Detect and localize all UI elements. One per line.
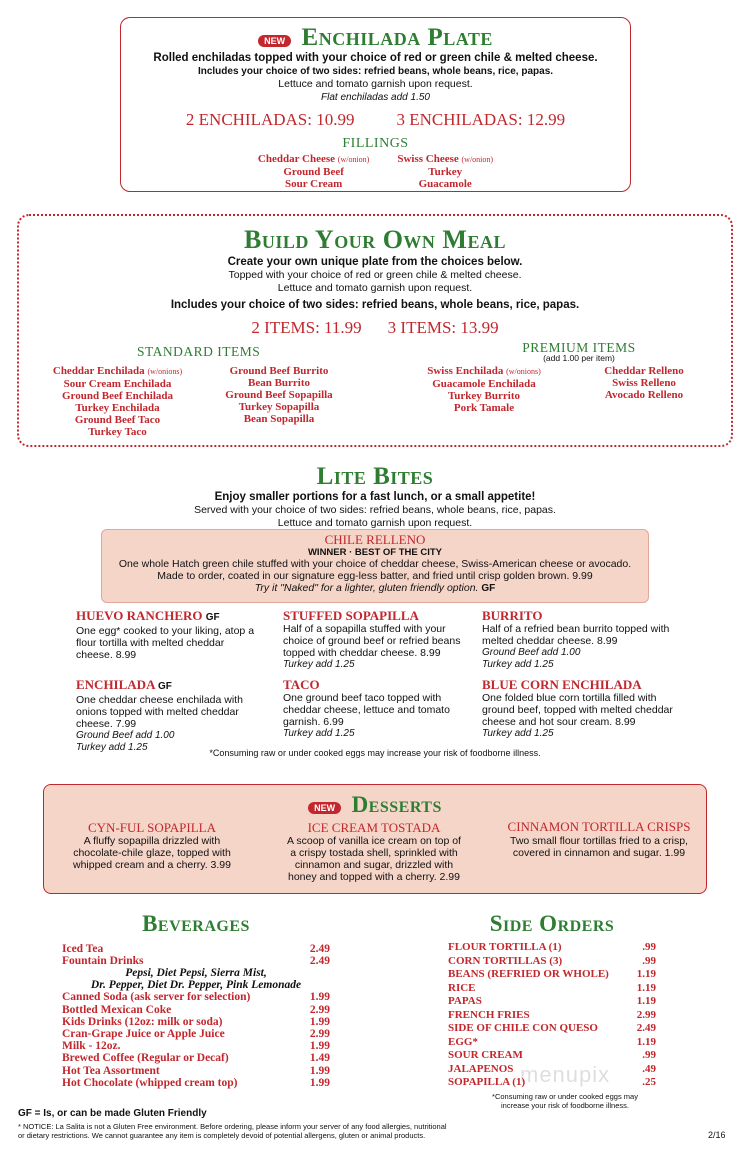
section-title: Desserts [351, 792, 442, 817]
price: 3 ENCHILADAS: 12.99 [396, 110, 566, 129]
item-description: Half of a sopapilla stuffed with your choice of ground beef or refried beans topped with cheddar cheese. 8.99 [283, 623, 461, 659]
price: 2 ENCHILADAS: 10.99 [185, 110, 355, 129]
item-title: ICE CREAM TOSTADA [307, 820, 441, 835]
list-item: BEANS (REFRIED OR WHOLE) 1.19 [448, 968, 656, 980]
section-title: Enchilada Plate [301, 24, 493, 51]
list-item: Hot Tea Assortment 1.99 [62, 1064, 330, 1077]
item-description: One cheddar cheese enchilada with onions topped with melted cheddar cheese. 7.99 [76, 694, 243, 730]
section-title: Beverages [142, 911, 250, 936]
lite-item [283, 609, 473, 671]
description: Rolled enchiladas topped with your choice of red or green chile & melted cheese. [153, 52, 598, 64]
menu-item: Ground Beef Burrito [229, 365, 329, 377]
filling-item: Guacamole [418, 178, 472, 190]
item-title: ENCHILADA GF [76, 677, 172, 692]
dessert-item [504, 821, 694, 859]
list-item: Brewed Coffee (Regular or Decaf) 1.49 [62, 1052, 330, 1065]
menu-item: Ground Beef Sopapilla [225, 389, 333, 401]
item-description: One ground beef taco topped with cheddar cheese, lettuce and tomato garnish. 6.99 [283, 692, 450, 728]
new-badge: NEW [258, 35, 291, 47]
fillings-column [397, 153, 493, 190]
list-item: Fountain Drinks 2.49 [62, 955, 330, 968]
item-title: CYN-FUL SOPAPILLA [88, 820, 216, 835]
item-description: Two small flour tortillas fried to a crisp, covered in cinnamon and sugar. 1.99 [510, 835, 688, 859]
list-item: PAPAS 1.19 [448, 995, 656, 1007]
gf-badge: GF [481, 583, 496, 594]
premium-items-header [499, 341, 659, 363]
menu-item: Sour Cream Enchilada [63, 378, 172, 390]
build-meal-section [17, 214, 733, 447]
description: Includes your choice of two sides: refried beans, whole beans, rice, papas. [197, 66, 554, 77]
menu-item: Bean Burrito [247, 377, 311, 389]
premium-items-column [414, 365, 554, 414]
item-description: Half of a refried bean burrito topped with melted cheddar cheese. 8.99 [482, 623, 670, 647]
list-item: SOPAPILLA (1) .25 [448, 1076, 656, 1088]
chile-relleno-feature [101, 529, 649, 603]
egg-warning: *Consuming raw or under cooked eggs may increase your risk of foodborne illness. [209, 748, 541, 758]
list-item: Bottled Mexican Coke 2.99 [62, 1003, 330, 1016]
menu-item: Pork Tamale [453, 402, 515, 414]
dessert-item [284, 821, 464, 883]
description: Includes your choice of two sides: refried beans, whole beans, rice, papas. [170, 299, 580, 311]
description: Lettuce and tomato garnish upon request. [277, 517, 473, 529]
add-on-note: Flat enchiladas add 1.50 [321, 92, 430, 103]
list-item: CORN TORTILLAS (3) .99 [448, 954, 656, 967]
menu-item: Bean Sopapilla [243, 413, 315, 425]
menu-item: Turkey Enchilada [75, 402, 160, 414]
menu-item: Ground Beef Taco [74, 414, 161, 426]
item-description: Made to order, coated in our signature egg-less batter, and fried until crisp golden brown. 9.99 [157, 570, 593, 582]
item-description: One whole Hatch green chile stuffed with your choice of cheddar cheese, Swiss-American cheese or avocado. [118, 558, 632, 570]
item-title: STUFFED SOPAPILLA [283, 608, 419, 623]
add-on-price: Turkey add 1.25 [482, 728, 554, 739]
list-item: RICE 1.19 [448, 981, 656, 994]
menu-item: Turkey Taco [88, 426, 147, 438]
gf-legend: GF = Is, or can be made Gluten Friendly [18, 1108, 207, 1119]
list-item: EGG* 1.19 [448, 1035, 656, 1048]
list-item: SOUR CREAM .99 [448, 1049, 656, 1061]
price: 2 ITEMS: 11.99 [251, 318, 362, 337]
fillings-title: FILLINGS [342, 136, 409, 151]
gf-badge: GF [205, 612, 220, 623]
add-on-price: Turkey add 1.25 [283, 659, 355, 670]
item-description: A fluffy sopapilla drizzled with chocolate-chile glaze, topped with whipped cream and a cherry. 3.99 [73, 835, 231, 871]
filling-item: Cheddar Cheese (w/onion) [257, 153, 370, 165]
menu-item: Guacamole Enchilada [432, 378, 536, 390]
description: Lettuce and tomato garnish upon request. [278, 78, 473, 90]
list-item: Cran-Grape Juice or Apple Juice 2.99 [62, 1028, 330, 1041]
description: Served with your choice of two sides: refried beans, whole beans, rice, papas. [194, 504, 556, 516]
premium-items-column [584, 365, 704, 401]
page-number: 2/16 [708, 1130, 726, 1140]
item-title: TACO [283, 677, 320, 692]
menu-item: Cheddar Enchilada (w/onions) [52, 365, 183, 377]
fillings-column [258, 153, 369, 190]
list-item: SIDE OF CHILE CON QUESO 2.49 [448, 1022, 656, 1034]
menu-item: Turkey Burrito [447, 390, 520, 402]
list-item: Iced Tea 2.49 [62, 943, 330, 955]
fountain-options: Dr. Pepper, Diet Dr. Pepper, Pink Lemonade [90, 979, 302, 992]
dessert-item [62, 821, 242, 871]
list-item: Kids Drinks (12oz: milk or soda) 1.99 [62, 1015, 330, 1028]
menu-item: Swiss Relleno [612, 377, 676, 389]
menu-item: Turkey Sopapilla [238, 401, 320, 413]
description: Enjoy smaller portions for a fast lunch, or a small appetite! [214, 491, 536, 503]
enchilada-plate-section [120, 17, 631, 192]
list-item: Milk - 12oz. 1.99 [62, 1040, 330, 1053]
award-badge: WINNER · BEST OF THE CITY [307, 547, 443, 558]
add-on-price: Turkey add 1.25 [76, 742, 148, 753]
list-item: JALAPENOS .49 [448, 1062, 656, 1075]
new-badge: NEW [308, 802, 341, 814]
lite-bites-header [0, 463, 750, 530]
list-item: FRENCH FRIES 2.99 [448, 1008, 656, 1021]
menu-item: Ground Beef Enchilada [61, 390, 174, 402]
item-description: Try it "Naked" for a lighter, gluten friendly option. GF [254, 582, 496, 594]
gf-badge: GF [158, 681, 172, 692]
premium-items-title: PREMIUM ITEMS [522, 340, 636, 355]
watermark: menupix [520, 1062, 611, 1087]
item-title: BLUE CORN ENCHILADA [482, 677, 642, 692]
lite-item [482, 678, 682, 740]
standard-items-column [45, 365, 190, 438]
standard-items-title: STANDARD ITEMS [137, 344, 261, 359]
lite-item [482, 609, 672, 671]
lite-item [76, 678, 261, 754]
filling-item: Turkey [428, 166, 463, 178]
item-title: CINNAMON TORTILLA CRISPS [507, 819, 691, 834]
item-description: A scoop of vanilla ice cream on top of a crispy tostada shell, sprinkled with cinnamon and sugar, drizzled with honey and topped with a cherry. 2.99 [287, 835, 461, 883]
menu-item: Swiss Enchilada (w/onions) [427, 365, 541, 377]
filling-item: Swiss Cheese (w/onion) [397, 153, 494, 165]
lite-item [283, 678, 463, 740]
filling-item: Sour Cream [284, 178, 343, 190]
item-description: One egg* cooked to your liking, atop a flour tortilla with melted cheddar cheese. 8.99 [76, 625, 255, 661]
add-on-price: Turkey add 1.25 [283, 728, 355, 739]
section-title: Side Orders [489, 911, 615, 936]
section-title: Lite Bites [316, 463, 434, 490]
menu-item: Avocado Relleno [604, 389, 684, 401]
standard-items-column [209, 365, 349, 425]
item-title: CHILE RELLENO [324, 532, 426, 547]
premium-note: (add 1.00 per item) [543, 353, 615, 363]
allergen-notice: * NOTICE: La Salita is not a Gluten Free environment. Before ordering, please inform your server of any food allergies, nutritional or dietary restrictions. We cannot guarantee any item is completely devoid of potential allergens, gluten or animal products. [18, 1122, 447, 1140]
item-description: One folded blue corn tortilla filled with ground beef, topped with melted cheddar cheese and hot sour cream. 8.99 [482, 692, 673, 728]
list-item: FLOUR TORTILLA (1) .99 [448, 941, 656, 953]
lite-item [76, 609, 261, 661]
list-item: Canned Soda (ask server for selection) 1.99 [62, 991, 330, 1004]
price: 3 ITEMS: 13.99 [387, 318, 499, 337]
fountain-options: Pepsi, Diet Pepsi, Sierra Mist, [125, 967, 267, 980]
description: Create your own unique plate from the choices below. [227, 256, 523, 268]
section-title: Build Your Own Meal [244, 225, 506, 254]
beverages-list [62, 943, 330, 1089]
description: Lettuce and tomato garnish upon request. [277, 282, 473, 294]
menu-item: Cheddar Relleno [604, 365, 684, 377]
item-title: HUEVO RANCHERO GF [76, 608, 220, 623]
add-on-price: Ground Beef add 1.00 [76, 730, 175, 741]
add-on-price: Turkey add 1.25 [482, 659, 554, 670]
filling-item: Ground Beef [283, 166, 344, 178]
desserts-section [43, 784, 707, 894]
egg-warning: *Consuming raw or under cooked eggs may increase your risk of foodborne illness. [492, 1092, 638, 1110]
item-title: BURRITO [482, 608, 543, 623]
list-item: Hot Chocolate (whipped cream top) 1.99 [62, 1076, 330, 1089]
add-on-price: Ground Beef add 1.00 [482, 647, 581, 658]
description: Topped with your choice of red or green chile & melted cheese. [228, 269, 522, 281]
